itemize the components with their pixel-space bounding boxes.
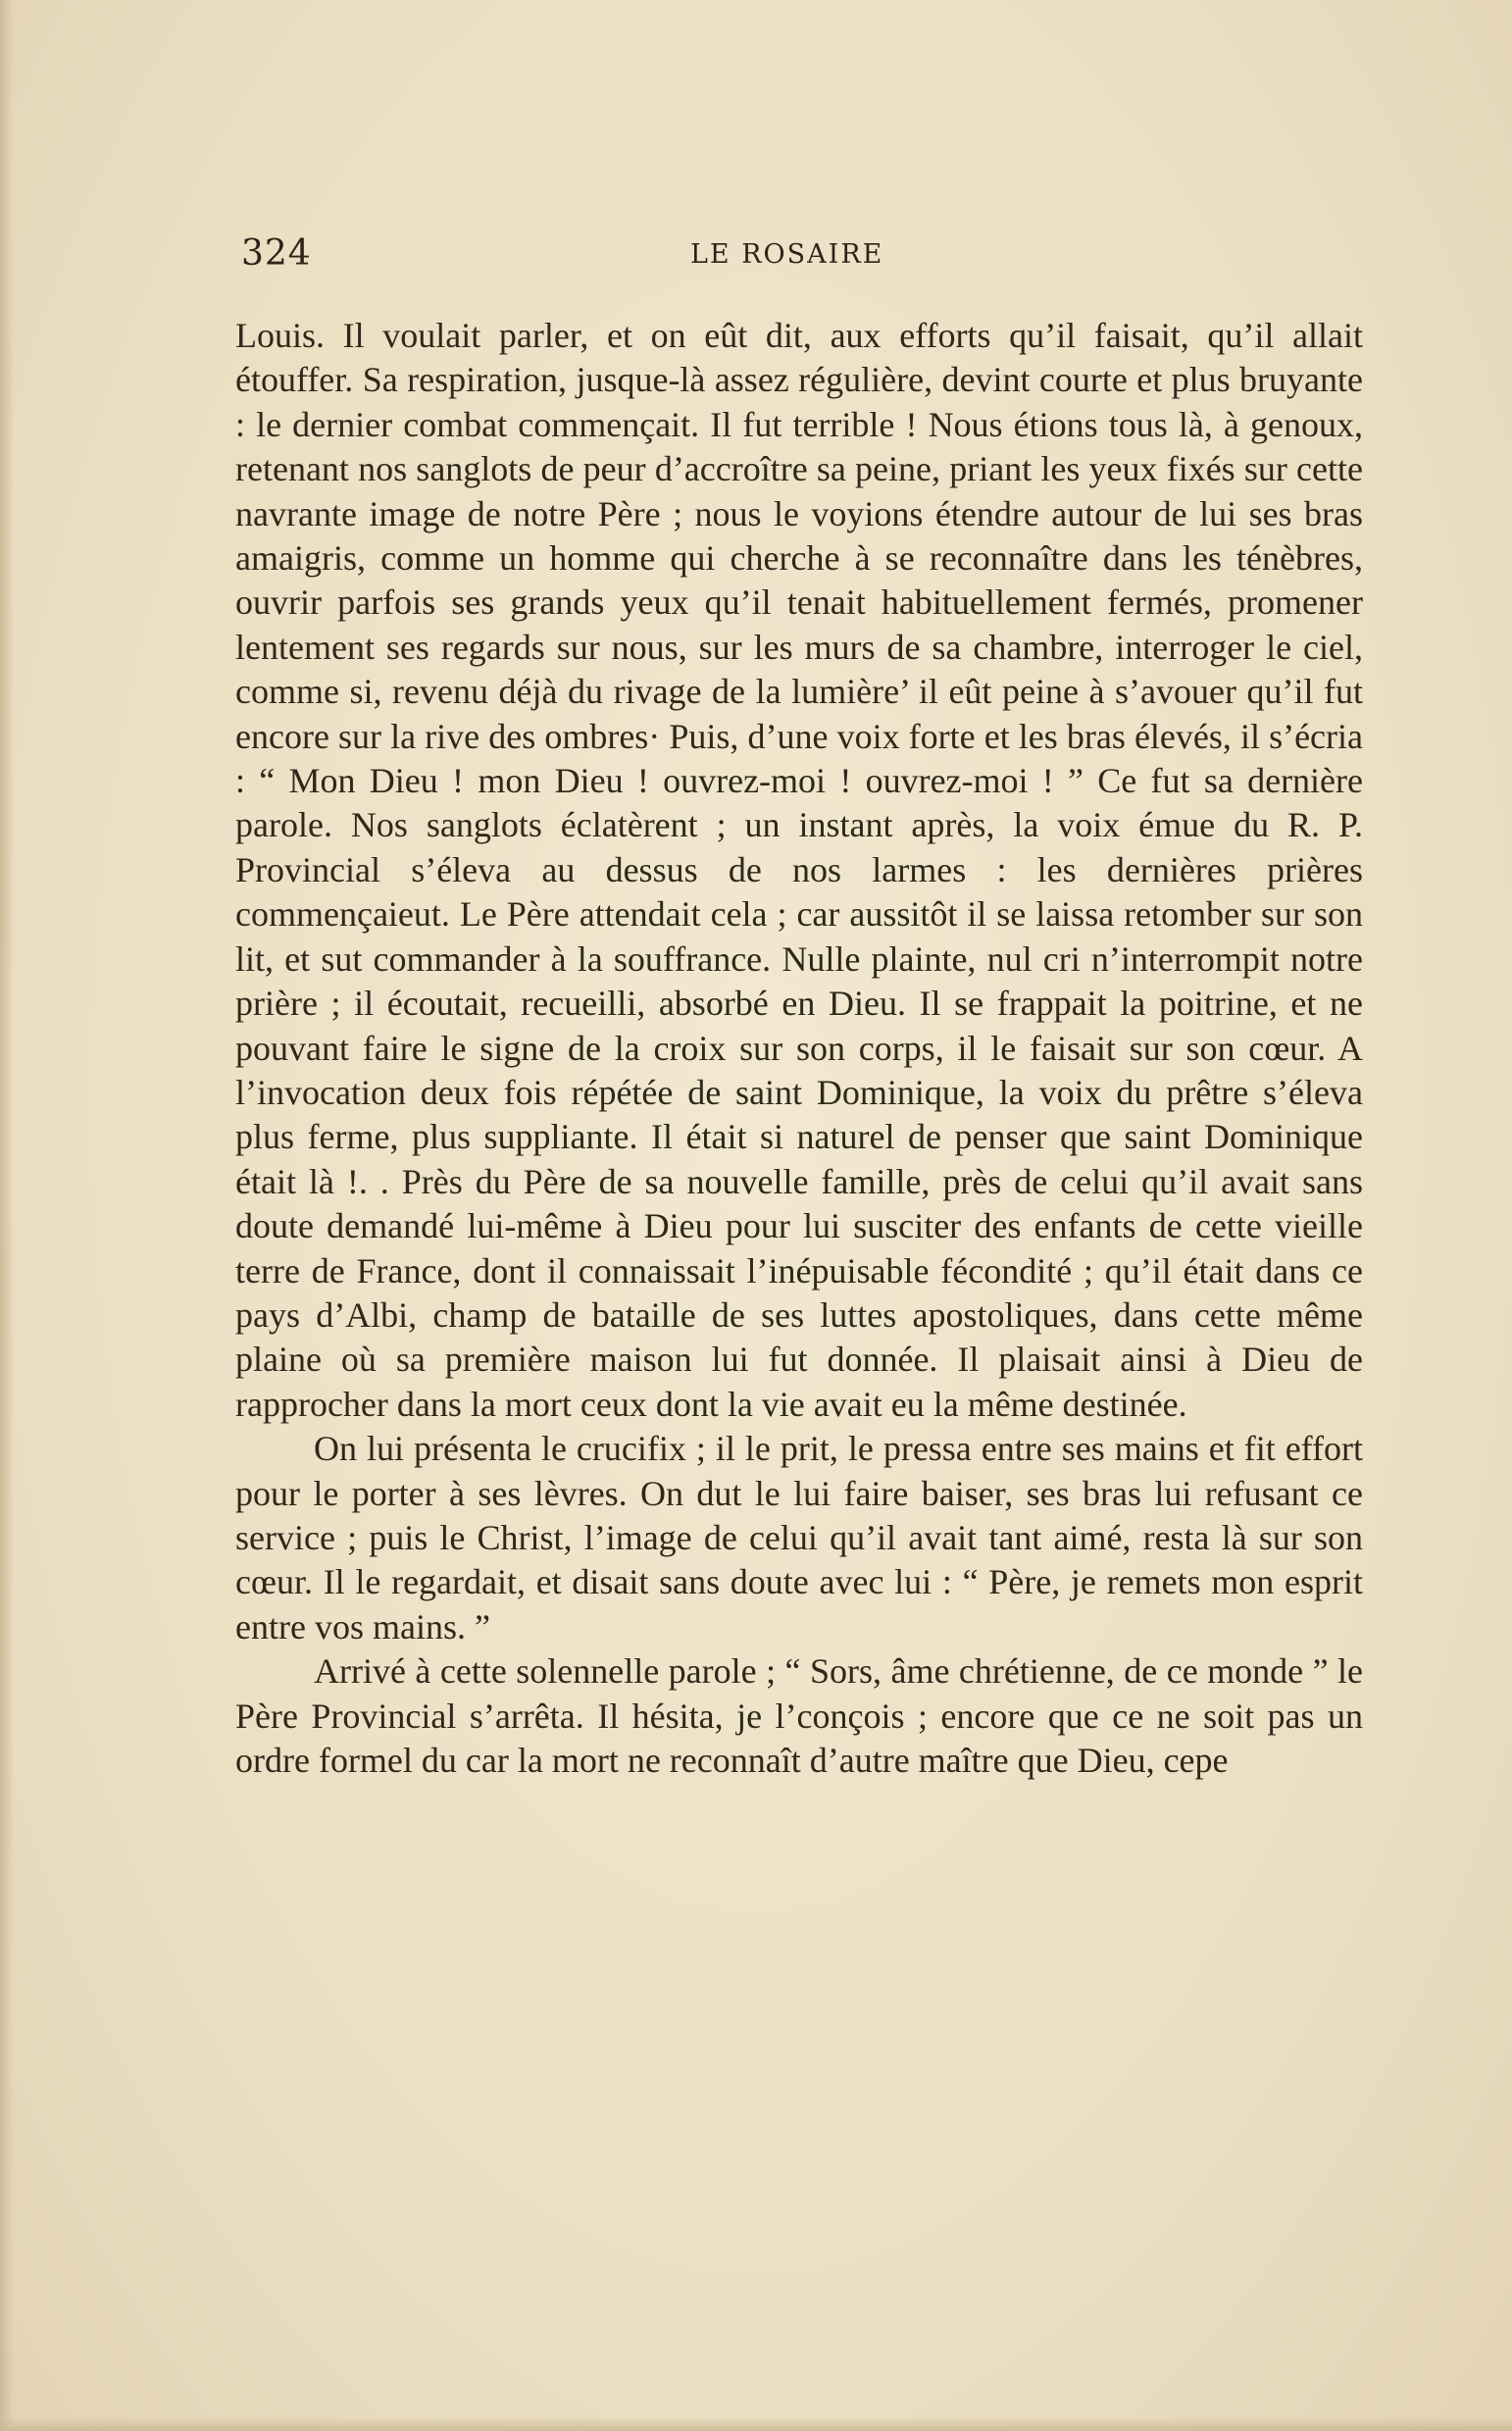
paragraph-1: Louis. Il voulait parler, et on eût dit, aux efforts qu’il faisait, qu’il allait étouffer. Sa respiration, jusque-là assez régulière, devint courte et plus bruyante : le dernier combat commençait. Il fut terrible ! Nous étions tous là, à genoux, retenant nos sanglots de peur d’accroître sa peine, priant les yeux fixés sur cette navrante image de notre Père ; nous le voyions étendre autour de lui ses bras amaigris, comme un homme qui cherche à se reconnaître dans les ténèbres, ouvrir parfois ses grands yeux qu’il tenait habituellement fermés, promener lentement ses regards sur nous, sur les murs de sa chambre, interroger le ciel, comme si, revenu déjà du rivage de la lumière’ il eût peine à s’avouer qu’il fut encore sur la rive des ombres· Puis, d’une voix forte et les bras élevés, il s’écria : “ Mon Dieu ! mon Dieu ! ouvrez-moi ! ouvrez-moi ! ” Ce fut sa dernière parole. Nos sanglots éclatèrent ; un instant après, la voix émue du R. P. Provincial s’éleva au dessus de nos larmes : les dernières prières commençaieut. Le Père attendait cela ; car aussitôt il se laissa retomber sur son lit, et sut commander à la souffrance. Nulle plainte, nul cri n’interrompit notre prière ; il écoutait, recueilli, absorbé en Dieu. Il se frappait la poitrine, et ne pouvant faire le signe de la croix sur son corps, il le faisait sur son cœur. A l’invocation deux fois répétée de saint Dominique, la voix du prêtre s’éleva plus ferme, plus suppliante. Il était si naturel de penser que saint Dominique était là !. . Près du Père de sa nouvelle famille, près de celui qu’il avait sans doute demandé lui-même à Dieu pour lui susciter des enfants de cette vieille terre de France, dont il connaissait l’inépuisable fécondité ; qu’il était dans ce pays d’Albi, champ de bataille de ses luttes apostoliques, dans cette même plaine où sa première maison lui fut donnée. Il plaisait ainsi à Dieu de rapprocher dans la mort ceux dont la vie avait eu la même destinée. xyxy=(235,316,1363,1424)
paragraph-2: On lui présenta le crucifix ; il le prit, le pressa entre ses mains et fit effort pour le porter à ses lèvres. On dut le lui faire baiser, ses bras lui refusant ce service ; puis le Christ, l’image de celui qu’il avait tant aimé, resta là sur son cœur. Il le regardait, et disait sans doute avec lui : “ Père, je remets mon esprit entre vos mains. ” xyxy=(235,1429,1363,1646)
page-edge-shadow-left xyxy=(0,0,14,2431)
page-edge-shadow-bottom xyxy=(0,2417,1512,2431)
running-title: LE ROSAIRE xyxy=(690,239,884,270)
page-header xyxy=(241,233,1369,292)
page-number: 324 xyxy=(241,233,312,274)
body-text xyxy=(235,314,1363,1783)
paragraph-3: Arrivé à cette solennelle parole ; “ Sors, âme chrétienne, de ce monde ” le Père Provincial s’arrêta. Il hésita, je l’conçois ; encore que ce ne soit pas un ordre formel du car la mort ne reconnaît d’autre maître que Dieu, cepe xyxy=(235,1651,1363,1780)
